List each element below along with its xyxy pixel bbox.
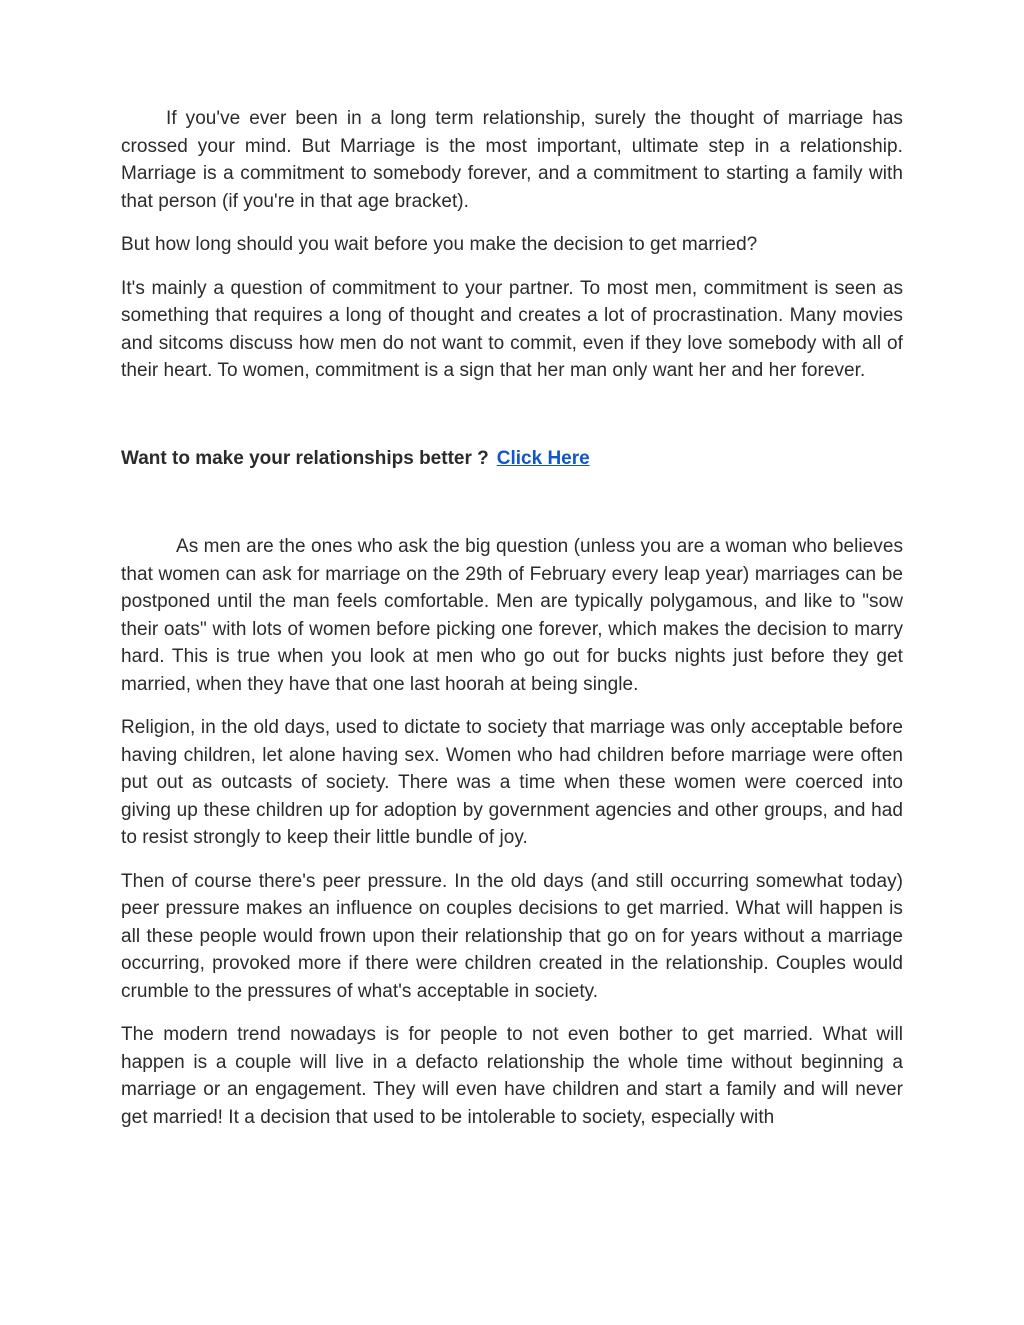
paragraph-commitment: It's mainly a question of commitment to your partner. To most men, commitment is seen as something that requires a long of thought and creates a lot of procrastination. Many movies and sitcoms discuss how men do not want to commit, even if they love somebody with all of their heart. To women, commitment is a sign that her man only want her and her forever. bbox=[121, 277, 903, 381]
spacer bbox=[121, 401, 903, 445]
click-here-link[interactable]: Click Here bbox=[496, 447, 590, 469]
paragraph-religion: Religion, in the old days, used to dictate to society that marriage was only acceptable before having children, let alone having sex. Women who had children before marriage were often put out as outcasts of society. There was a time when these women were coerced into giving up these children up for adoption by government agencies and other groups, and had to resist strongly to keep their little bundle of joy. bbox=[121, 717, 903, 848]
paragraph-men-question: As men are the ones who ask the big question (unless you are a woman who believes that women can ask for marriage on the 29th of February every leap year) marriages can be postponed until the man feels comfortable. Men are typically polygamous, and like to "sow their oats" with lots of women before picking one forever, which makes the decision to marry hard. This is true when you look at men who go out for bucks nights just before they get married, when they have that one last hoorah at being single. bbox=[121, 536, 903, 695]
cta-line bbox=[121, 445, 903, 473]
paragraph-peer-pressure: Then of course there's peer pressure. In the old days (and still occurring somewhat today) peer pressure makes an influence on couples decisions to get married. What will happen is all these people would frown upon their relationship that go on for years without a marriage occurring, provoked more if there were children created in the relationship. Couples would crumble to the pressures of what's acceptable in society. bbox=[121, 870, 903, 1002]
paragraph-question: But how long should you wait before you make the decision to get married? bbox=[121, 234, 758, 255]
document-page bbox=[121, 105, 903, 1147]
cta-text: Want to make your relationships better ? bbox=[121, 447, 489, 469]
spacer bbox=[121, 472, 903, 533]
paragraph-modern-trend: The modern trend nowadays is for people to not even bother to get married. What will happen is a couple will live in a defacto relationship the whole time without beginning a marriage or an engagement. They will even have children and start a family and will never get married! It a decision that used to be intolerable to society, especially with bbox=[121, 1024, 903, 1128]
paragraph-intro: If you've ever been in a long term relationship, surely the thought of marriage has crossed your mind. But Marriage is the most important, ultimate step in a relationship. Marriage is a commitment to somebody forever, and a commitment to starting a family with that person (if you're in that age bracket). bbox=[121, 108, 903, 212]
